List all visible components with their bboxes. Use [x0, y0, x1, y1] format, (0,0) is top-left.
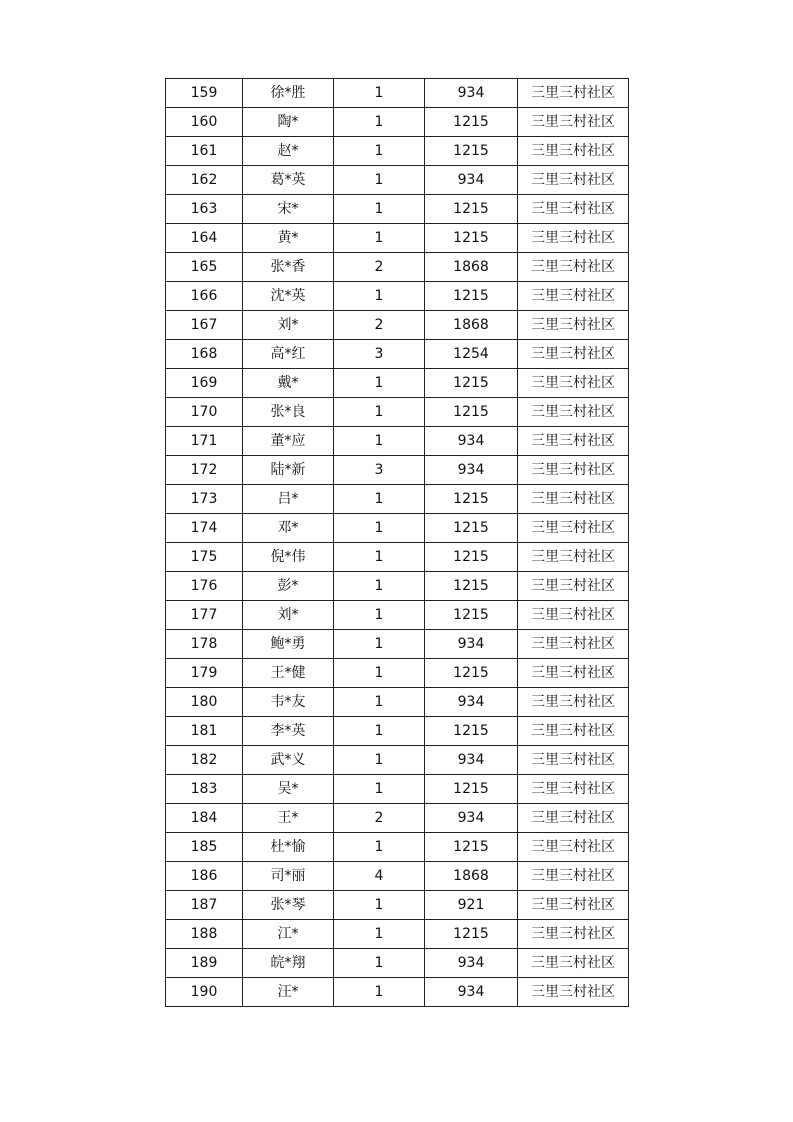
household-count-cell: 1	[334, 601, 425, 630]
row-number-cell: 161	[166, 137, 243, 166]
amount-cell: 1215	[425, 572, 518, 601]
table-row	[166, 891, 629, 920]
household-count-cell: 1	[334, 398, 425, 427]
table-row	[166, 340, 629, 369]
amount-cell: 934	[425, 79, 518, 108]
table-row	[166, 311, 629, 340]
table-row	[166, 456, 629, 485]
table-row	[166, 688, 629, 717]
community-cell: 三里三村社区	[518, 456, 629, 485]
amount-cell: 934	[425, 978, 518, 1007]
household-count-cell: 1	[334, 137, 425, 166]
name-cell: 徐*胜	[243, 79, 334, 108]
community-cell: 三里三村社区	[518, 311, 629, 340]
row-number-cell: 189	[166, 949, 243, 978]
community-cell: 三里三村社区	[518, 659, 629, 688]
household-count-cell: 1	[334, 630, 425, 659]
household-count-cell: 1	[334, 224, 425, 253]
name-cell: 沈*英	[243, 282, 334, 311]
household-count-cell: 1	[334, 572, 425, 601]
household-count-cell: 1	[334, 920, 425, 949]
table-row	[166, 949, 629, 978]
name-cell: 黄*	[243, 224, 334, 253]
row-number-cell: 187	[166, 891, 243, 920]
table-row	[166, 804, 629, 833]
amount-cell: 934	[425, 427, 518, 456]
row-number-cell: 181	[166, 717, 243, 746]
household-count-cell: 1	[334, 282, 425, 311]
name-cell: 李*英	[243, 717, 334, 746]
household-count-cell: 4	[334, 862, 425, 891]
row-number-cell: 176	[166, 572, 243, 601]
household-count-cell: 2	[334, 804, 425, 833]
row-number-cell: 186	[166, 862, 243, 891]
row-number-cell: 188	[166, 920, 243, 949]
household-count-cell: 1	[334, 891, 425, 920]
table-row	[166, 572, 629, 601]
amount-cell: 1215	[425, 224, 518, 253]
amount-cell: 1215	[425, 282, 518, 311]
name-cell: 吴*	[243, 775, 334, 804]
household-count-cell: 1	[334, 949, 425, 978]
table-row	[166, 398, 629, 427]
name-cell: 王*	[243, 804, 334, 833]
roster-table	[165, 78, 629, 1007]
row-number-cell: 162	[166, 166, 243, 195]
amount-cell: 934	[425, 746, 518, 775]
household-count-cell: 1	[334, 485, 425, 514]
name-cell: 邓*	[243, 514, 334, 543]
name-cell: 董*应	[243, 427, 334, 456]
household-count-cell: 1	[334, 543, 425, 572]
name-cell: 陆*新	[243, 456, 334, 485]
amount-cell: 1215	[425, 485, 518, 514]
row-number-cell: 178	[166, 630, 243, 659]
amount-cell: 1215	[425, 659, 518, 688]
household-count-cell: 1	[334, 659, 425, 688]
household-count-cell: 1	[334, 369, 425, 398]
row-number-cell: 159	[166, 79, 243, 108]
row-number-cell: 183	[166, 775, 243, 804]
community-cell: 三里三村社区	[518, 166, 629, 195]
household-count-cell: 1	[334, 833, 425, 862]
row-number-cell: 163	[166, 195, 243, 224]
community-cell: 三里三村社区	[518, 601, 629, 630]
row-number-cell: 175	[166, 543, 243, 572]
table-row	[166, 659, 629, 688]
row-number-cell: 190	[166, 978, 243, 1007]
row-number-cell: 169	[166, 369, 243, 398]
table-row	[166, 369, 629, 398]
roster-table-body	[166, 79, 629, 1007]
household-count-cell: 1	[334, 746, 425, 775]
name-cell: 彭*	[243, 572, 334, 601]
amount-cell: 1215	[425, 601, 518, 630]
row-number-cell: 179	[166, 659, 243, 688]
name-cell: 王*健	[243, 659, 334, 688]
row-number-cell: 180	[166, 688, 243, 717]
amount-cell: 1215	[425, 833, 518, 862]
name-cell: 张*琴	[243, 891, 334, 920]
table-row	[166, 630, 629, 659]
row-number-cell: 177	[166, 601, 243, 630]
name-cell: 鲍*勇	[243, 630, 334, 659]
household-count-cell: 1	[334, 79, 425, 108]
name-cell: 陶*	[243, 108, 334, 137]
community-cell: 三里三村社区	[518, 79, 629, 108]
community-cell: 三里三村社区	[518, 427, 629, 456]
amount-cell: 1254	[425, 340, 518, 369]
name-cell: 戴*	[243, 369, 334, 398]
table-row	[166, 775, 629, 804]
community-cell: 三里三村社区	[518, 746, 629, 775]
community-cell: 三里三村社区	[518, 775, 629, 804]
amount-cell: 934	[425, 630, 518, 659]
row-number-cell: 173	[166, 485, 243, 514]
household-count-cell: 3	[334, 340, 425, 369]
name-cell: 赵*	[243, 137, 334, 166]
amount-cell: 1215	[425, 514, 518, 543]
amount-cell: 1215	[425, 369, 518, 398]
row-number-cell: 171	[166, 427, 243, 456]
table-row	[166, 195, 629, 224]
table-row	[166, 282, 629, 311]
amount-cell: 934	[425, 166, 518, 195]
amount-cell: 1215	[425, 108, 518, 137]
name-cell: 刘*	[243, 311, 334, 340]
household-count-cell: 1	[334, 978, 425, 1007]
community-cell: 三里三村社区	[518, 282, 629, 311]
amount-cell: 921	[425, 891, 518, 920]
household-count-cell: 1	[334, 427, 425, 456]
name-cell: 武*义	[243, 746, 334, 775]
community-cell: 三里三村社区	[518, 717, 629, 746]
name-cell: 刘*	[243, 601, 334, 630]
household-count-cell: 3	[334, 456, 425, 485]
row-number-cell: 174	[166, 514, 243, 543]
community-cell: 三里三村社区	[518, 108, 629, 137]
table-row	[166, 601, 629, 630]
community-cell: 三里三村社区	[518, 137, 629, 166]
row-number-cell: 160	[166, 108, 243, 137]
table-row	[166, 253, 629, 282]
amount-cell: 934	[425, 949, 518, 978]
name-cell: 倪*伟	[243, 543, 334, 572]
name-cell: 葛*英	[243, 166, 334, 195]
community-cell: 三里三村社区	[518, 688, 629, 717]
household-count-cell: 1	[334, 514, 425, 543]
table-row	[166, 920, 629, 949]
household-count-cell: 1	[334, 108, 425, 137]
row-number-cell: 184	[166, 804, 243, 833]
row-number-cell: 168	[166, 340, 243, 369]
amount-cell: 1215	[425, 775, 518, 804]
household-count-cell: 1	[334, 166, 425, 195]
table-row	[166, 485, 629, 514]
community-cell: 三里三村社区	[518, 630, 629, 659]
amount-cell: 1868	[425, 253, 518, 282]
community-cell: 三里三村社区	[518, 514, 629, 543]
name-cell: 宋*	[243, 195, 334, 224]
household-count-cell: 1	[334, 775, 425, 804]
name-cell: 江*	[243, 920, 334, 949]
community-cell: 三里三村社区	[518, 920, 629, 949]
table-row	[166, 427, 629, 456]
community-cell: 三里三村社区	[518, 485, 629, 514]
amount-cell: 1868	[425, 311, 518, 340]
table-row	[166, 862, 629, 891]
amount-cell: 934	[425, 688, 518, 717]
amount-cell: 934	[425, 804, 518, 833]
community-cell: 三里三村社区	[518, 543, 629, 572]
table-row	[166, 137, 629, 166]
amount-cell: 934	[425, 456, 518, 485]
community-cell: 三里三村社区	[518, 340, 629, 369]
household-count-cell: 2	[334, 253, 425, 282]
table-row	[166, 833, 629, 862]
table-row	[166, 717, 629, 746]
table-row	[166, 746, 629, 775]
community-cell: 三里三村社区	[518, 978, 629, 1007]
name-cell: 汪*	[243, 978, 334, 1007]
amount-cell: 1215	[425, 717, 518, 746]
amount-cell: 1215	[425, 137, 518, 166]
row-number-cell: 167	[166, 311, 243, 340]
community-cell: 三里三村社区	[518, 369, 629, 398]
community-cell: 三里三村社区	[518, 833, 629, 862]
table-row	[166, 978, 629, 1007]
row-number-cell: 164	[166, 224, 243, 253]
community-cell: 三里三村社区	[518, 949, 629, 978]
table-row	[166, 543, 629, 572]
household-count-cell: 1	[334, 195, 425, 224]
name-cell: 韦*友	[243, 688, 334, 717]
community-cell: 三里三村社区	[518, 224, 629, 253]
table-row	[166, 224, 629, 253]
row-number-cell: 172	[166, 456, 243, 485]
name-cell: 皖*翔	[243, 949, 334, 978]
community-cell: 三里三村社区	[518, 572, 629, 601]
table-row	[166, 108, 629, 137]
name-cell: 张*香	[243, 253, 334, 282]
amount-cell: 1215	[425, 398, 518, 427]
community-cell: 三里三村社区	[518, 398, 629, 427]
amount-cell: 1868	[425, 862, 518, 891]
table-row	[166, 166, 629, 195]
name-cell: 张*良	[243, 398, 334, 427]
household-count-cell: 1	[334, 688, 425, 717]
community-cell: 三里三村社区	[518, 804, 629, 833]
table-row	[166, 514, 629, 543]
household-count-cell: 2	[334, 311, 425, 340]
table-row	[166, 79, 629, 108]
community-cell: 三里三村社区	[518, 253, 629, 282]
household-count-cell: 1	[334, 717, 425, 746]
name-cell: 杜*愉	[243, 833, 334, 862]
row-number-cell: 170	[166, 398, 243, 427]
row-number-cell: 185	[166, 833, 243, 862]
name-cell: 司*丽	[243, 862, 334, 891]
community-cell: 三里三村社区	[518, 862, 629, 891]
community-cell: 三里三村社区	[518, 195, 629, 224]
amount-cell: 1215	[425, 920, 518, 949]
row-number-cell: 182	[166, 746, 243, 775]
name-cell: 吕*	[243, 485, 334, 514]
row-number-cell: 165	[166, 253, 243, 282]
name-cell: 高*红	[243, 340, 334, 369]
amount-cell: 1215	[425, 543, 518, 572]
row-number-cell: 166	[166, 282, 243, 311]
community-cell: 三里三村社区	[518, 891, 629, 920]
amount-cell: 1215	[425, 195, 518, 224]
